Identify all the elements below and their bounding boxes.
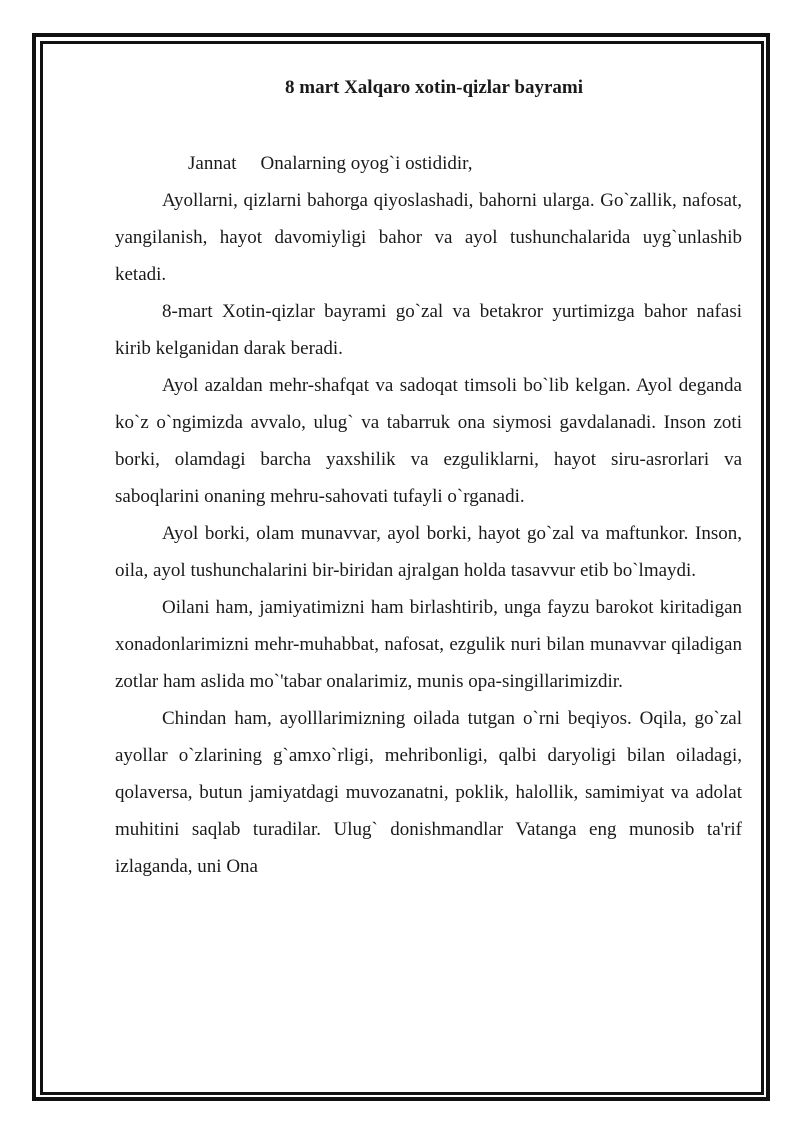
paragraph-4: Ayol borki, olam munavvar, ayol borki, hayot go`zal va maftunkor. Inson, oila, ayol tushunchalarini bir-biridan ajralgan holda tasavvur etib bo`lmaydi. <box>115 523 742 581</box>
document-title: 8 mart Xalqaro xotin-qizlar bayrami <box>285 77 583 98</box>
intro-word: Jannat <box>188 153 237 174</box>
document-body <box>115 74 742 885</box>
intro-line <box>115 150 742 178</box>
paragraph-2: 8-mart Xotin-qizlar bayrami go`zal va betakror yurtimizga bahor nafasi kirib kelganidan darak beradi. <box>115 301 742 359</box>
paragraph-1: Ayollarni, qizlarni bahorga qiyoslashadi, bahorni ularga. Go`zallik, nafosat, yangilanish, hayot davomiyligi bahor va ayol tushunchalarida uyg`unlashib ketadi. <box>115 190 742 285</box>
paragraph-6: Chindan ham, ayolllarimizning oilada tutgan o`rni beqiyos. Oqila, go`zal ayollar o`zlarining g`amxo`rligi, mehribonligi, qalbi daryoligi bilan oiladagi, qolaversa, butun jamiyatdagi muvozanatni, poklik, halollik, samimiyat va adolat muhitini saqlab turadilar. Ulug` donishmandlar Vatanga eng munosib ta'rif izlaganda, uni Ona <box>115 708 742 877</box>
paragraph-3: Ayol azaldan mehr-shafqat va sadoqat timsoli bo`lib kelgan. Ayol deganda ko`z o`ngimizda avvalo, ulug` va tabarruk ona siymosi gavdalanadi. Inson zoti borki, olamdagi barcha yaxshilik va ezguliklarni, hayot siru-asrorlari va saboqlarini onaning mehru-sahovati tufayli o`rganadi. <box>115 375 742 507</box>
paragraph-5: Oilani ham, jamiyatimizni ham birlashtirib, unga fayzu barokot kiritadigan xonadonlarimizni mehr-muhabbat, nafosat, ezgulik nuri bilan munavvar qiladigan zotlar ham aslida mo`'tabar onalarimiz, munis opa-singillarimizdir. <box>115 597 742 692</box>
intro-rest: Onalarning oyog`i ostididir, <box>260 153 473 174</box>
